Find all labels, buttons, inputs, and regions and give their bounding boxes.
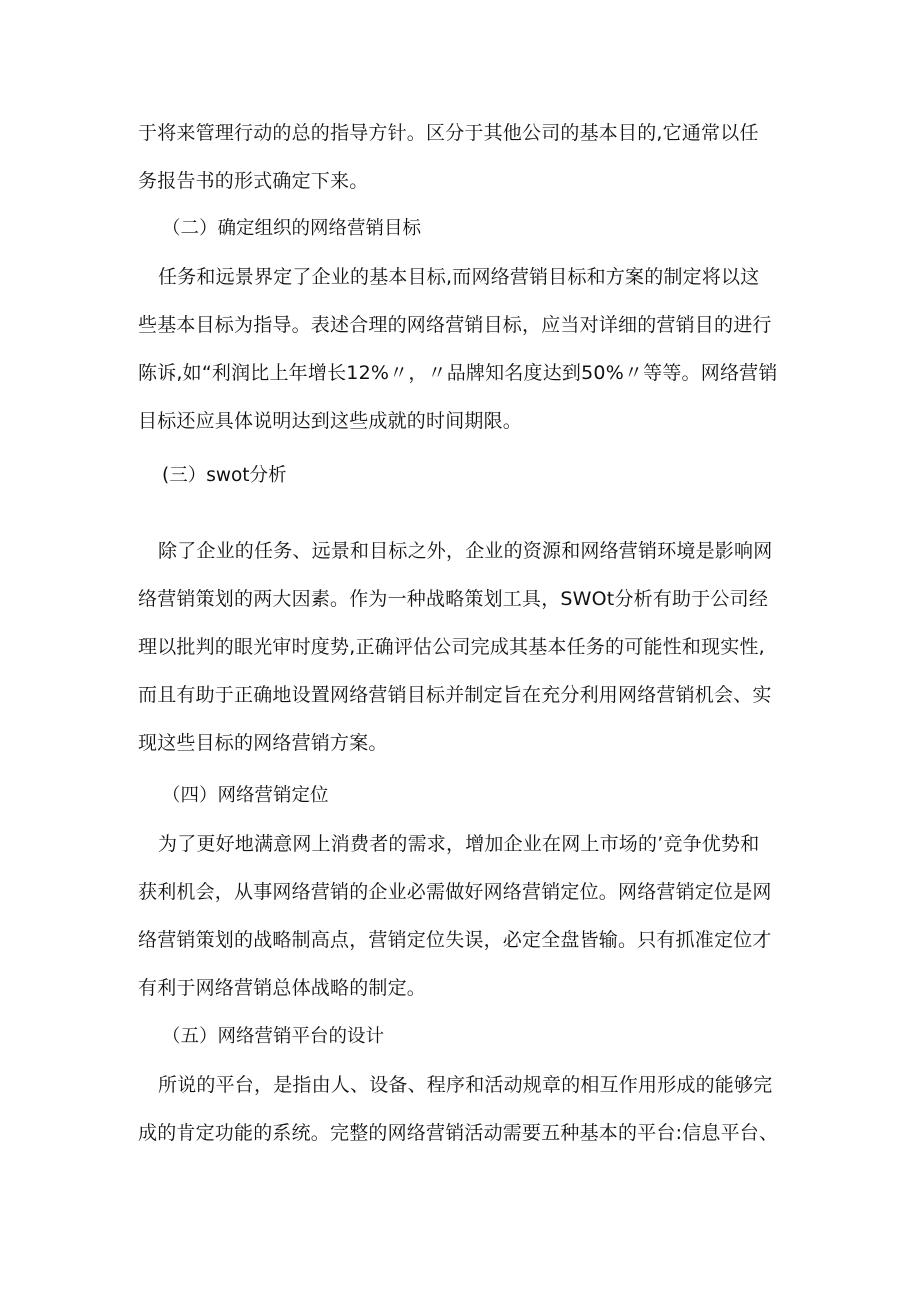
section-heading-2: （二）确定组织的网络营销目标 bbox=[162, 218, 422, 239]
paragraph-line: 理以批判的眼光审时度势,正确评估公司完成其基本任务的可能性和现实性, bbox=[138, 636, 765, 658]
paragraph-line: 而且有助于正确地设置网络营销目标并制定旨在充分利用网络营销机会、实 bbox=[138, 684, 772, 706]
paragraph-line: 络营销策划的两大因素。作为一种战略策划工具，SWOt分析有助于公司经 bbox=[138, 588, 769, 610]
paragraph-line: 务报告书的形式确定下来。 bbox=[138, 170, 369, 192]
paragraph-line: 所说的平台，是指由人、设备、程序和活动规章的相互作用形成的能够完 bbox=[158, 1074, 773, 1096]
section-heading-4: （四）网络营销定位 bbox=[162, 785, 329, 806]
paragraph-line: 络营销策划的战略制高点，营销定位失误，必定全盘皆输。只有抓准定位才 bbox=[138, 929, 772, 951]
paragraph-line: 成的肯定功能的系统。完整的网络营销活动需要五种基本的平台:信息平台、 bbox=[138, 1122, 779, 1144]
paragraph-line: 于将来管理行动的总的指导方针。区分于其他公司的基本目的,它通常以任 bbox=[138, 122, 759, 144]
section-heading-3: (三）swot分析 bbox=[162, 465, 287, 486]
paragraph-line: 陈诉,如“利润比上年增长12%〃，〃品牌知名度达到50%〃等等。网络营销 bbox=[138, 362, 778, 384]
paragraph-line: 有利于网络营销总体战略的制定。 bbox=[138, 977, 427, 999]
paragraph-line: 目标还应具体说明达到这些成就的时间期限。 bbox=[138, 410, 523, 432]
paragraph-line: 些基本目标为指导。表述合理的网络营销目标，应当对详细的营销目的进行 bbox=[138, 314, 772, 336]
paragraph-line: 获利机会，从事网络营销的企业必需做好网络营销定位。网络营销定位是网 bbox=[138, 881, 772, 903]
paragraph-line: 任务和远景界定了企业的基本目标,而网络营销目标和方案的制定将以这 bbox=[158, 266, 760, 288]
paragraph-line: 除了企业的任务、远景和目标之外，企业的资源和网络营销环境是影响网 bbox=[158, 540, 773, 562]
paragraph-line: 现这些目标的网络营销方案。 bbox=[138, 732, 388, 754]
section-heading-5: （五）网络营销平台的设计 bbox=[162, 1026, 385, 1047]
paragraph-line: 为了更好地满意网上消费者的需求，增加企业在网上市场的’竞争优势和 bbox=[158, 833, 760, 855]
